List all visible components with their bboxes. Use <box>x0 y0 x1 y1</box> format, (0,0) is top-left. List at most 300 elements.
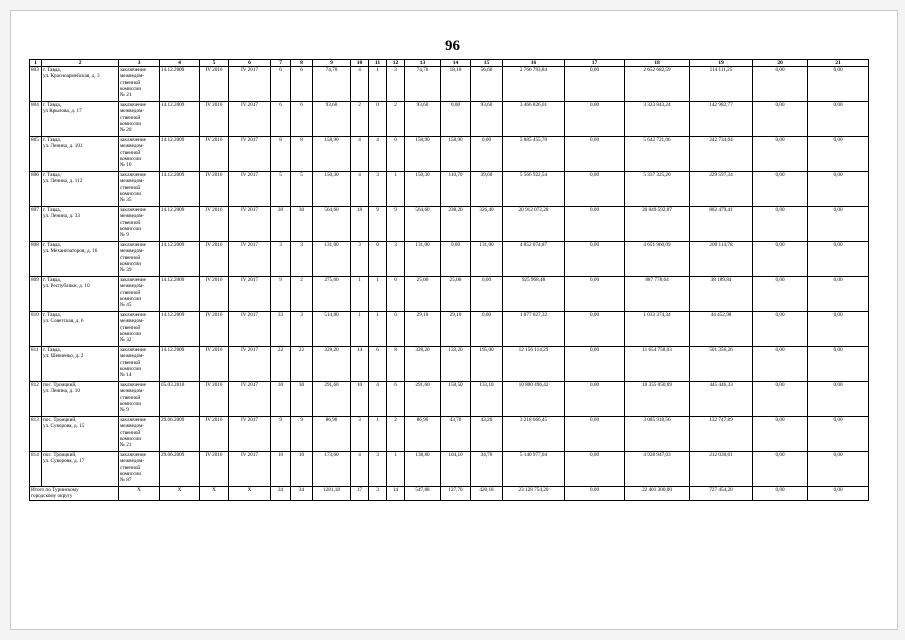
col-header: 3 <box>119 60 160 67</box>
value-cell: 5 642 721,06 <box>625 137 690 172</box>
header-row <box>30 60 869 67</box>
col-header: 20 <box>753 60 808 67</box>
value-cell: 4 <box>351 137 369 172</box>
document-line: межведом- <box>120 423 144 430</box>
address-line2: ул. Ленина, д. 112 <box>43 178 83 185</box>
row-number: 808 <box>30 242 42 277</box>
total-cell: 1281,18 <box>313 487 351 500</box>
value-cell: 328,20 <box>313 347 351 382</box>
plan-end-cell: IV 2017 <box>229 312 271 347</box>
value-cell: 862 479,41 <box>690 207 753 242</box>
value-cell: 0,00 <box>753 347 808 382</box>
plan-end-cell: IV 2017 <box>229 207 271 242</box>
value-cell: 2 766 793,84 <box>503 67 565 102</box>
total-cell: 420,18 <box>471 487 503 500</box>
value-cell: 0,00 <box>565 137 625 172</box>
document-line: ственной <box>120 79 141 86</box>
total-label <box>30 487 119 500</box>
value-cell: 5 <box>271 172 291 207</box>
document-cell <box>119 452 160 487</box>
value-cell: 291,60 <box>313 382 351 417</box>
document-line: заключение <box>120 172 146 179</box>
value-cell: 3 <box>291 312 313 347</box>
total-cell: 3 <box>369 487 387 500</box>
document-line: № 35 <box>120 197 132 204</box>
plan-start-cell: IV 2016 <box>200 452 229 487</box>
document-line: № 9 <box>120 407 129 414</box>
document-line: № 21 <box>120 442 132 449</box>
address-line1: г. Тавда, <box>43 172 62 179</box>
document-line: заключение <box>120 67 146 74</box>
value-cell: 0,00 <box>808 417 869 452</box>
value-cell: 44 452,98 <box>690 312 753 347</box>
date-cell: 14.12.2009 <box>160 67 200 102</box>
address-line1: пос. Троицкий, <box>43 417 77 424</box>
value-cell: 0,00 <box>565 382 625 417</box>
value-cell: 0,00 <box>565 242 625 277</box>
value-cell: 564,60 <box>313 207 351 242</box>
address-line2: ул. Ленина, д. 10 <box>43 388 80 395</box>
document-line: № 87 <box>120 477 132 484</box>
value-cell: 6 <box>387 382 405 417</box>
document-line: ственной <box>120 219 141 226</box>
value-cell: 30 <box>291 382 313 417</box>
value-cell: 12 156 114,29 <box>503 347 565 382</box>
col-header: 7 <box>271 60 291 67</box>
value-cell: 6 <box>271 102 291 137</box>
value-cell: 0,00 <box>753 277 808 312</box>
value-cell: 0,00 <box>808 172 869 207</box>
plan-end-cell: IV 2017 <box>229 102 271 137</box>
value-cell: 0,00 <box>753 242 808 277</box>
plan-start-cell: IV 2016 <box>200 207 229 242</box>
plan-start-cell: IV 2016 <box>200 137 229 172</box>
document-cell <box>119 67 160 102</box>
document-line: заключение <box>120 452 146 459</box>
date-cell: 29.06.2009 <box>160 452 200 487</box>
plan-start-cell: IV 2016 <box>200 102 229 137</box>
address-line1: пос. Троицкий, <box>43 382 77 389</box>
plan-end-cell: IV 2017 <box>229 347 271 382</box>
value-cell: 30 <box>291 207 313 242</box>
value-cell: 9 <box>387 207 405 242</box>
row-number: 806 <box>30 172 42 207</box>
document-line: ственной <box>120 289 141 296</box>
value-cell: 3 <box>351 242 369 277</box>
value-cell: 0,00 <box>753 312 808 347</box>
date-cell: 14.12.2009 <box>160 137 200 172</box>
value-cell: 0,00 <box>565 312 625 347</box>
document-line: № 20 <box>120 127 132 134</box>
col-header: 12 <box>387 60 405 67</box>
value-cell: 0,00 <box>565 207 625 242</box>
document-line: комиссии <box>120 400 141 407</box>
date-cell: 14.12.2009 <box>160 102 200 137</box>
date-cell: 29.06.2009 <box>160 417 200 452</box>
table-row <box>30 207 869 242</box>
document-line: заключение <box>120 417 146 424</box>
document-cell <box>119 172 160 207</box>
document-cell <box>119 137 160 172</box>
address-line2: ул. Суворова, д. 15 <box>43 423 85 430</box>
address-cell <box>42 347 119 382</box>
document-line: заключение <box>120 347 146 354</box>
value-cell: 0,00 <box>565 347 625 382</box>
value-cell: 8 <box>291 137 313 172</box>
value-cell: 0,00 <box>808 67 869 102</box>
value-cell: 22 <box>271 347 291 382</box>
date-cell: 14.12.2009 <box>160 277 200 312</box>
plan-end-cell: IV 2017 <box>229 172 271 207</box>
col-header: 17 <box>565 60 625 67</box>
value-cell: 10 355 050,09 <box>625 382 690 417</box>
col-header: 6 <box>229 60 271 67</box>
value-cell: 158,90 <box>313 137 351 172</box>
value-cell: 39,60 <box>471 172 503 207</box>
value-cell: 20 049 592,87 <box>625 207 690 242</box>
date-cell: 14.12.2009 <box>160 242 200 277</box>
value-cell: 3 <box>387 67 405 102</box>
row-number: 811 <box>30 347 42 382</box>
date-cell: 14.12.2009 <box>160 207 200 242</box>
total-cell: 23 128 754,20 <box>503 487 565 500</box>
document-cell <box>119 417 160 452</box>
row-number: 803 <box>30 67 42 102</box>
value-cell: 4 651 960,09 <box>625 242 690 277</box>
col-header: 13 <box>405 60 441 67</box>
value-cell: 1 <box>387 452 405 487</box>
document-line: межведом- <box>120 318 144 325</box>
address-cell <box>42 417 119 452</box>
document-line: межведом- <box>120 353 144 360</box>
value-cell: 0,00 <box>565 452 625 487</box>
value-cell: 131,00 <box>471 242 503 277</box>
value-cell: 1 <box>369 277 387 312</box>
value-cell: 2 <box>291 277 313 312</box>
document-line: № 10 <box>120 162 132 169</box>
document-line: ственной <box>120 359 141 366</box>
value-cell: 0,00 <box>471 277 503 312</box>
col-header: 9 <box>313 60 351 67</box>
plan-start-cell: IV 2016 <box>200 242 229 277</box>
value-cell: 0,00 <box>808 137 869 172</box>
value-cell: 93,60 <box>313 102 351 137</box>
address-line2: ул. Красноармейская, д. 3 <box>43 73 100 80</box>
document-line: межведом- <box>120 143 144 150</box>
document-cell <box>119 277 160 312</box>
row-number: 809 <box>30 277 42 312</box>
value-cell: 18 <box>351 207 369 242</box>
document-line: межведом- <box>120 73 144 80</box>
value-cell: 0,00 <box>808 382 869 417</box>
document-line: № 45 <box>120 302 132 309</box>
value-cell: 3 <box>351 417 369 452</box>
value-cell: 29,10 <box>405 312 441 347</box>
address-cell <box>42 137 119 172</box>
document-cell <box>119 102 160 137</box>
address-line1: г. Тавда, <box>43 347 62 354</box>
value-cell: 10 800 496,42 <box>503 382 565 417</box>
value-cell: 0 <box>387 312 405 347</box>
row-number: 805 <box>30 137 42 172</box>
value-cell: 4 928 947,03 <box>625 452 690 487</box>
total-cell: 34 <box>291 487 313 500</box>
value-cell: 56,60 <box>471 67 503 102</box>
col-header: 16 <box>503 60 565 67</box>
value-cell: 9 <box>369 207 387 242</box>
value-cell: 1 077 827,32 <box>503 312 565 347</box>
value-cell: 3 <box>369 172 387 207</box>
address-cell <box>42 312 119 347</box>
address-cell <box>42 277 119 312</box>
table-row <box>30 67 869 102</box>
document-line: заключение <box>120 137 146 144</box>
total-cell: 0,00 <box>565 487 625 500</box>
table-row <box>30 102 869 137</box>
value-cell: 18,10 <box>441 67 471 102</box>
address-line2: ул. Республики, д. 10 <box>43 283 90 290</box>
value-cell: 114 111,25 <box>690 67 753 102</box>
total-cell: X <box>160 487 200 500</box>
value-cell: 43,20 <box>471 417 503 452</box>
value-cell: 8 <box>387 347 405 382</box>
value-cell: 9 <box>271 417 291 452</box>
value-cell: 0,00 <box>808 242 869 277</box>
value-cell: 238,20 <box>441 207 471 242</box>
value-cell: 6 <box>369 347 387 382</box>
document-line: № 39 <box>120 267 132 274</box>
value-cell: 0 <box>369 102 387 137</box>
total-row <box>30 487 869 500</box>
value-cell: 10 <box>291 452 313 487</box>
address-line1: пос. Троицкий, <box>43 452 77 459</box>
value-cell: 10 <box>351 382 369 417</box>
value-cell: 0,00 <box>441 102 471 137</box>
value-cell: 4 <box>351 452 369 487</box>
value-cell: 5 <box>291 172 313 207</box>
address-cell <box>42 172 119 207</box>
document-line: заключение <box>120 242 146 249</box>
total-cell: 727 454,20 <box>690 487 753 500</box>
value-cell: 887 778,64 <box>625 277 690 312</box>
document-line: комиссии <box>120 260 141 267</box>
value-cell: 0,00 <box>808 207 869 242</box>
value-cell: 86,90 <box>313 417 351 452</box>
value-cell: 3 466 826,01 <box>503 102 565 137</box>
total-cell: 127,70 <box>441 487 471 500</box>
document-line: ственной <box>120 324 141 331</box>
value-cell: 6 <box>271 67 291 102</box>
col-header: 18 <box>625 60 690 67</box>
value-cell: 1 <box>351 312 369 347</box>
document-line: № 9 <box>120 232 129 239</box>
document-line: заключение <box>120 207 146 214</box>
col-header: 4 <box>160 60 200 67</box>
value-cell: 326,40 <box>471 207 503 242</box>
address-line2: ул. Суворова, д. 17 <box>43 458 85 465</box>
value-cell: 3 <box>387 242 405 277</box>
total-cell: 14 <box>387 487 405 500</box>
col-header: 11 <box>369 60 387 67</box>
value-cell: 1 033 374,34 <box>625 312 690 347</box>
total-cell: 0,00 <box>753 487 808 500</box>
value-cell: 173,60 <box>313 452 351 487</box>
total-cell: 547,88 <box>405 487 441 500</box>
address-line1: г. Тавда, <box>43 312 62 319</box>
document-line: № 21 <box>120 92 132 99</box>
value-cell: 133,10 <box>471 382 503 417</box>
value-cell: 0,00 <box>471 137 503 172</box>
value-cell: 38 189,84 <box>690 277 753 312</box>
value-cell: 195,00 <box>471 347 503 382</box>
document-cell <box>119 312 160 347</box>
value-cell: 132 747,89 <box>690 417 753 452</box>
document-line: ственной <box>120 429 141 436</box>
value-cell: 29,10 <box>441 312 471 347</box>
value-cell: 0 <box>387 137 405 172</box>
value-cell: 200 114,78 <box>690 242 753 277</box>
table-row <box>30 347 869 382</box>
document-line: комиссии <box>120 85 141 92</box>
value-cell: 5 885 455,70 <box>503 137 565 172</box>
value-cell: 0,00 <box>753 172 808 207</box>
value-cell: 1 <box>369 312 387 347</box>
plan-start-cell: IV 2016 <box>200 172 229 207</box>
document-line: заключение <box>120 382 146 389</box>
table-row <box>30 382 869 417</box>
document-line: ственной <box>120 184 141 191</box>
date-cell: 05.03.2010 <box>160 382 200 417</box>
value-cell: 564,60 <box>405 207 441 242</box>
document-line: комиссии <box>120 155 141 162</box>
address-line2: ул. Механизаторов, д. 16 <box>43 248 98 255</box>
value-cell: 150,30 <box>405 172 441 207</box>
total-cell: 34 <box>271 487 291 500</box>
value-cell: 501 356,26 <box>690 347 753 382</box>
value-cell: 150,30 <box>313 172 351 207</box>
value-cell: 0,00 <box>753 417 808 452</box>
value-cell: 131,00 <box>405 242 441 277</box>
document-line: № 14 <box>120 372 132 379</box>
value-cell: 0,00 <box>441 242 471 277</box>
value-cell: 3 <box>271 242 291 277</box>
value-cell: 445 446,33 <box>690 382 753 417</box>
value-cell: 10 <box>271 452 291 487</box>
value-cell: 514,80 <box>313 312 351 347</box>
document-line: заключение <box>120 277 146 284</box>
value-cell: 34,70 <box>471 452 503 487</box>
col-header: 5 <box>200 60 229 67</box>
plan-start-cell: IV 2016 <box>200 382 229 417</box>
document-cell <box>119 242 160 277</box>
page-number: 96 <box>445 38 460 54</box>
total-cell: X <box>200 487 229 500</box>
col-header: 19 <box>690 60 753 67</box>
address-line2: ул. Шевченко, д. 2 <box>43 353 84 360</box>
table-row <box>30 137 869 172</box>
address-cell <box>42 452 119 487</box>
total-label-line1: Итого по Туринскому <box>31 487 79 494</box>
document-line: межведом- <box>120 108 144 115</box>
value-cell: 242 734,64 <box>690 137 753 172</box>
value-cell: 25,00 <box>405 277 441 312</box>
value-cell: 138,80 <box>405 452 441 487</box>
value-cell: 4 <box>369 382 387 417</box>
value-cell: 11 654 758,03 <box>625 347 690 382</box>
total-cell: 22 401 300,00 <box>625 487 690 500</box>
value-cell: 0,00 <box>565 277 625 312</box>
value-cell: 275,60 <box>313 277 351 312</box>
document-line: межведом- <box>120 283 144 290</box>
value-cell: 2 <box>387 102 405 137</box>
row-number: 807 <box>30 207 42 242</box>
table-row <box>30 242 869 277</box>
date-cell: 14.12.2009 <box>160 312 200 347</box>
value-cell: 0 <box>387 277 405 312</box>
plan-start-cell: IV 2016 <box>200 312 229 347</box>
total-cell: X <box>119 487 160 500</box>
table-row <box>30 277 869 312</box>
row-number: 814 <box>30 452 42 487</box>
value-cell: 0 <box>369 242 387 277</box>
value-cell: 0,00 <box>471 312 503 347</box>
value-cell: 3 323 843,24 <box>625 102 690 137</box>
row-number: 804 <box>30 102 42 137</box>
value-cell: 229 597,34 <box>690 172 753 207</box>
value-cell: 0,00 <box>753 452 808 487</box>
plan-start-cell: IV 2016 <box>200 347 229 382</box>
value-cell: 131,00 <box>313 242 351 277</box>
document-line: ственной <box>120 254 141 261</box>
value-cell: 6 <box>291 67 313 102</box>
value-cell: 0,00 <box>808 277 869 312</box>
value-cell: 74,70 <box>405 67 441 102</box>
value-cell: 9 <box>291 417 313 452</box>
value-cell: 4 <box>369 137 387 172</box>
address-cell <box>42 102 119 137</box>
value-cell: 158,90 <box>405 137 441 172</box>
value-cell: 2 <box>387 417 405 452</box>
document-line: комиссии <box>120 190 141 197</box>
value-cell: 0,00 <box>565 417 625 452</box>
address-line2: ул. Советская, д. 6 <box>43 318 84 325</box>
plan-end-cell: IV 2017 <box>229 67 271 102</box>
document-line: комиссии <box>120 470 141 477</box>
value-cell: 14 <box>351 347 369 382</box>
value-cell: 133,20 <box>441 347 471 382</box>
address-cell <box>42 67 119 102</box>
document-line: межведом- <box>120 178 144 185</box>
table-row <box>30 312 869 347</box>
value-cell: 1 <box>351 277 369 312</box>
plan-end-cell: IV 2017 <box>229 452 271 487</box>
document-line: ственной <box>120 464 141 471</box>
plan-end-cell: IV 2017 <box>229 277 271 312</box>
value-cell: 93,60 <box>405 102 441 137</box>
value-cell: 0,00 <box>808 102 869 137</box>
value-cell: 0,00 <box>565 67 625 102</box>
col-header: 21 <box>808 60 869 67</box>
value-cell: 8 <box>271 137 291 172</box>
table-row <box>30 172 869 207</box>
document-line: межведом- <box>120 248 144 255</box>
document-line: межведом- <box>120 458 144 465</box>
plan-end-cell: IV 2017 <box>229 382 271 417</box>
value-cell: 0,00 <box>808 452 869 487</box>
value-cell: 0,00 <box>808 347 869 382</box>
document-line: ственной <box>120 394 141 401</box>
value-cell: 4 <box>351 172 369 207</box>
